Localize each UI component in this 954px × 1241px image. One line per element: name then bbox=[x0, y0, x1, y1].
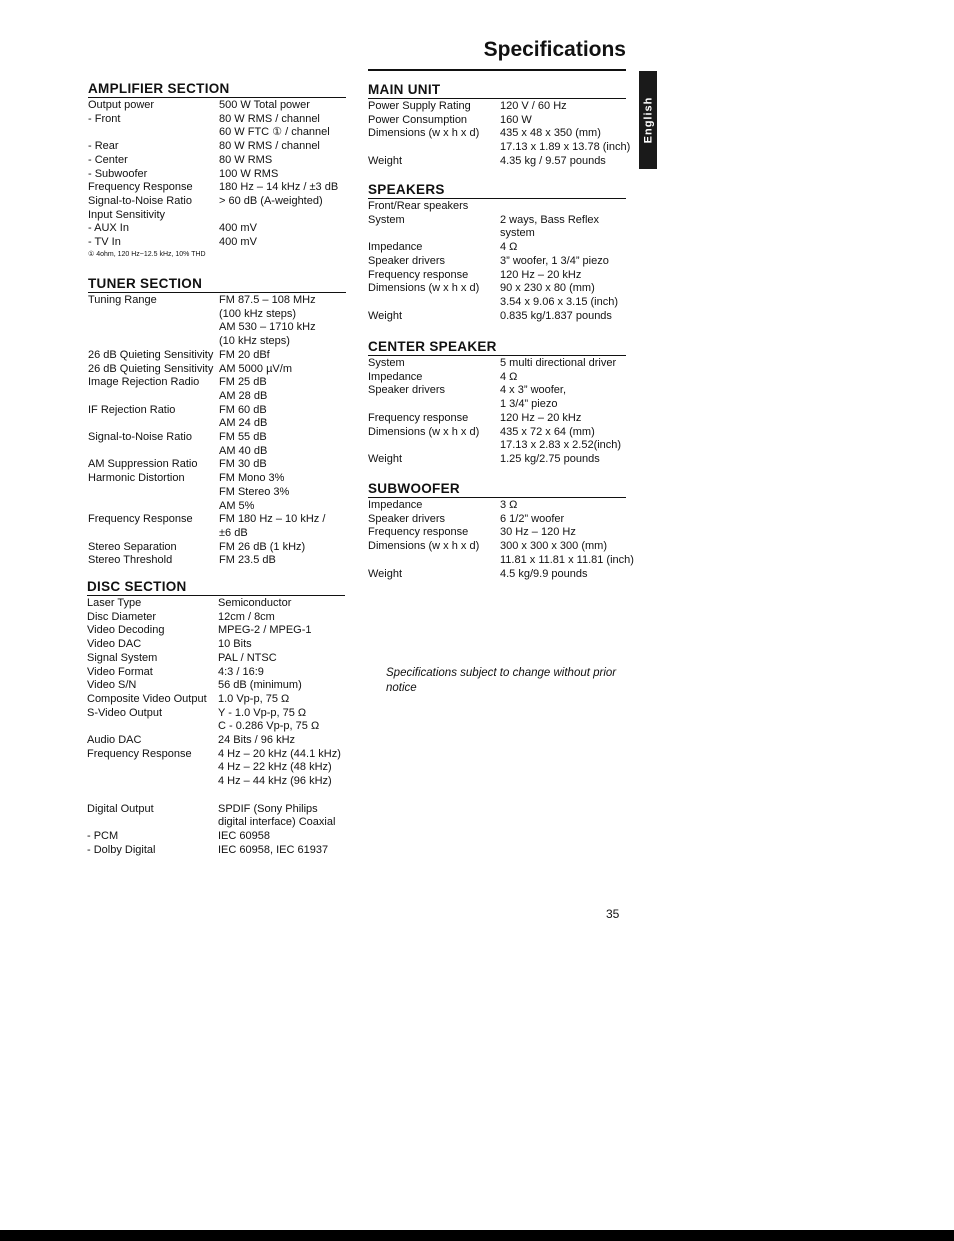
spec-row bbox=[368, 114, 626, 128]
spec-value-line: FM 180 Hz – 10 kHz / bbox=[219, 513, 326, 526]
spec-value bbox=[218, 652, 277, 666]
spec-value bbox=[500, 357, 616, 371]
spec-row bbox=[88, 458, 346, 472]
spec-value bbox=[218, 597, 291, 611]
spec-value bbox=[219, 154, 272, 168]
spec-label: Frequency Response bbox=[88, 513, 193, 526]
spec-label: - Subwoofer bbox=[88, 167, 148, 180]
spec-value bbox=[219, 363, 292, 377]
speakers-section-heading: SPEAKERS bbox=[368, 182, 626, 199]
spec-value bbox=[219, 209, 222, 223]
spec-row bbox=[368, 200, 626, 214]
language-tab bbox=[639, 71, 657, 169]
spec-value bbox=[218, 803, 335, 830]
spec-value-line: 100 W RMS bbox=[219, 167, 279, 180]
spec-label: Disc Diameter bbox=[87, 610, 157, 623]
spec-label: Signal-to-Noise Ratio bbox=[88, 194, 192, 207]
spec-value-line: C - 0.286 Vp-p, 75 Ω bbox=[218, 720, 320, 733]
title-rule bbox=[368, 69, 626, 71]
spec-row bbox=[368, 127, 631, 154]
spec-value-line: AM 530 – 1710 kHz bbox=[219, 321, 316, 334]
spec-label: Signal-to-Noise Ratio bbox=[88, 431, 192, 444]
spec-value-line: > 60 dB (A-weighted) bbox=[219, 194, 323, 207]
spec-row bbox=[368, 357, 626, 371]
spec-value bbox=[219, 554, 276, 568]
spec-label: Video DAC bbox=[87, 638, 142, 651]
spec-value-line: 4:3 / 16:9 bbox=[218, 665, 264, 678]
disc-section-rows bbox=[87, 597, 345, 857]
spec-row bbox=[368, 100, 626, 114]
spec-label: - PCM bbox=[87, 829, 119, 842]
spec-value-line: FM 60 dB bbox=[219, 403, 267, 416]
spec-value-line: Y - 1.0 Vp-p, 75 Ω bbox=[218, 706, 307, 719]
language-tab-label: English bbox=[642, 96, 655, 144]
spec-value-line: MPEG-2 / MPEG-1 bbox=[218, 624, 312, 637]
spec-value-line: 4 Ω bbox=[500, 241, 518, 254]
spec-label: 26 dB Quieting Sensitivity bbox=[88, 362, 214, 375]
spec-label: Speaker drivers bbox=[368, 254, 446, 267]
spec-value bbox=[500, 310, 612, 324]
spec-value-line: 80 W RMS / channel bbox=[219, 140, 320, 153]
spec-value-line: FM 26 dB (1 kHz) bbox=[219, 540, 306, 553]
spec-value bbox=[500, 241, 517, 255]
spec-value bbox=[219, 472, 289, 513]
spec-label: Weight bbox=[368, 452, 403, 465]
spec-value-line: 4 Hz – 44 kHz (96 kHz) bbox=[218, 775, 332, 788]
amplifier-footnote: ① 4ohm, 120 Hz~12.5 kHz, 10% THD bbox=[88, 250, 206, 258]
spec-row bbox=[87, 652, 345, 666]
spec-row bbox=[88, 541, 346, 555]
spec-row bbox=[368, 540, 634, 567]
spec-label: Dimensions (w x h x d) bbox=[368, 425, 480, 438]
spec-row bbox=[87, 830, 345, 844]
center-speaker-section-heading: CENTER SPEAKER bbox=[368, 339, 626, 356]
subwoofer-section-heading: SUBWOOFER bbox=[368, 481, 626, 498]
spec-row bbox=[88, 472, 346, 513]
spec-value bbox=[219, 458, 267, 472]
spec-label: Tuning Range bbox=[88, 294, 157, 306]
disc-section-heading: DISC SECTION bbox=[87, 579, 345, 596]
spec-value-line: 2 ways, Bass Reflex bbox=[500, 213, 600, 226]
spec-row bbox=[88, 513, 346, 540]
spec-value bbox=[218, 830, 270, 844]
spec-value-line: 4 Hz – 22 kHz (48 kHz) bbox=[218, 761, 332, 774]
spec-value bbox=[219, 431, 267, 458]
spec-value bbox=[500, 384, 566, 411]
spec-row bbox=[87, 707, 345, 734]
speakers-section-rows bbox=[368, 200, 626, 323]
spec-value bbox=[500, 282, 618, 309]
spec-row bbox=[368, 269, 626, 283]
spec-label: Video Decoding bbox=[87, 624, 165, 637]
spec-row bbox=[368, 384, 626, 411]
center-speaker-section bbox=[368, 339, 626, 467]
spec-row bbox=[368, 241, 626, 255]
specifications-notice: Specifications subject to change without prior notice bbox=[386, 667, 617, 694]
spec-value bbox=[218, 844, 328, 858]
spec-value bbox=[218, 748, 341, 803]
spec-value-line: FM 20 dBf bbox=[219, 348, 270, 361]
spec-value bbox=[218, 734, 295, 748]
spec-row bbox=[88, 376, 346, 403]
spec-value-line: FM Stereo 3% bbox=[219, 485, 290, 498]
spec-row bbox=[88, 554, 346, 568]
spec-value-line: digital interface) Coaxial bbox=[218, 816, 336, 829]
spec-value-line: 500 W Total power bbox=[219, 99, 310, 111]
spec-label: - Dolby Digital bbox=[87, 843, 156, 856]
spec-row bbox=[368, 426, 626, 453]
spec-value bbox=[219, 222, 257, 236]
spec-value-line: 11.81 x 11.81 x 11.81 (inch) bbox=[500, 553, 634, 566]
spec-value-line: 4.5 kg/9.9 pounds bbox=[500, 567, 588, 580]
spec-label: Laser Type bbox=[87, 597, 142, 609]
spec-row bbox=[88, 99, 346, 113]
spec-label: 26 dB Quieting Sensitivity bbox=[88, 348, 214, 361]
spec-label: Video Format bbox=[87, 665, 153, 678]
spec-value-line bbox=[500, 200, 503, 214]
subwoofer-section-rows bbox=[368, 499, 634, 581]
spec-value-line: FM 55 dB bbox=[219, 431, 267, 444]
spec-label: Frequency response bbox=[368, 526, 469, 539]
spec-label: Impedance bbox=[368, 370, 423, 383]
spec-label: - TV In bbox=[88, 236, 121, 249]
spec-row bbox=[88, 154, 346, 168]
spec-row bbox=[368, 155, 626, 169]
spec-value-line: FM 25 dB bbox=[219, 376, 267, 389]
spec-value-line: AM 28 dB bbox=[219, 389, 268, 402]
spec-row bbox=[87, 844, 345, 858]
spec-value bbox=[218, 611, 275, 625]
spec-value-line: 56 dB (minimum) bbox=[218, 679, 302, 692]
spec-label: IF Rejection Ratio bbox=[88, 403, 176, 416]
main-unit-section-heading: MAIN UNIT bbox=[368, 82, 626, 99]
spec-value-line: 4 Hz – 20 kHz (44.1 kHz) bbox=[218, 747, 341, 760]
spec-row bbox=[88, 294, 346, 349]
spec-value bbox=[500, 269, 581, 283]
spec-label: Stereo Separation bbox=[88, 540, 177, 553]
spec-value-line: FM Mono 3% bbox=[219, 472, 285, 485]
spec-row bbox=[368, 214, 626, 241]
spec-value bbox=[219, 294, 316, 349]
spec-value-line: 12cm / 8cm bbox=[218, 610, 275, 623]
spec-value bbox=[219, 541, 305, 555]
spec-value bbox=[500, 526, 576, 540]
center-speaker-section-rows bbox=[368, 357, 626, 467]
spec-value bbox=[219, 168, 278, 182]
spec-value bbox=[500, 513, 564, 527]
spec-value-line: 5 multi directional driver bbox=[500, 357, 617, 369]
spec-row bbox=[88, 168, 346, 182]
spec-value bbox=[500, 255, 609, 269]
spec-row bbox=[88, 349, 346, 363]
spec-value-line: 80 W RMS bbox=[219, 153, 273, 166]
spec-value-line: ±6 dB bbox=[219, 526, 248, 539]
spec-value bbox=[500, 100, 567, 114]
spec-value bbox=[219, 236, 257, 250]
amplifier-section-rows bbox=[88, 99, 346, 250]
spec-value-line: 435 x 48 x 350 (mm) bbox=[500, 127, 601, 140]
spec-label: Composite Video Output bbox=[87, 692, 207, 705]
spec-row bbox=[368, 499, 626, 513]
spec-row bbox=[88, 222, 346, 236]
spec-label: Impedance bbox=[368, 241, 423, 254]
spec-value bbox=[500, 214, 599, 241]
spec-row bbox=[87, 597, 345, 611]
spec-value-line: 1 3/4” piezo bbox=[500, 398, 558, 411]
spec-value bbox=[500, 200, 503, 214]
amplifier-section-heading: AMPLIFIER SECTION bbox=[88, 81, 346, 98]
spec-label: Front/Rear speakers bbox=[368, 200, 469, 212]
spec-label: Dimensions (w x h x d) bbox=[368, 282, 480, 295]
spec-value bbox=[218, 693, 289, 707]
spec-value bbox=[218, 707, 319, 734]
spec-value-line: AM 5000 µV/m bbox=[219, 362, 292, 375]
spec-value-line: 400 mV bbox=[219, 222, 257, 235]
spec-row bbox=[87, 611, 345, 625]
spec-value bbox=[218, 624, 312, 638]
spec-value bbox=[219, 404, 267, 431]
spec-value-line: 24 Bits / 96 kHz bbox=[218, 734, 296, 747]
tuner-section-rows bbox=[88, 294, 346, 568]
spec-value bbox=[500, 453, 600, 467]
spec-row bbox=[87, 679, 345, 693]
spec-row bbox=[87, 748, 345, 803]
tuner-section-heading: TUNER SECTION bbox=[88, 276, 346, 293]
spec-value bbox=[500, 412, 581, 426]
spec-label: Stereo Threshold bbox=[88, 554, 173, 567]
spec-label: Input Sensitivity bbox=[88, 208, 166, 221]
spec-label: System bbox=[368, 213, 405, 226]
page-number: 35 bbox=[606, 907, 620, 921]
spec-row bbox=[88, 363, 346, 377]
spec-value-line: (10 kHz steps) bbox=[219, 335, 290, 348]
spec-label: AM Suppression Ratio bbox=[88, 458, 198, 471]
spec-row bbox=[368, 282, 626, 309]
spec-value-line: 6 1/2” woofer bbox=[500, 512, 565, 525]
spec-label: Dimensions (w x h x d) bbox=[368, 540, 480, 553]
spec-value-line: 90 x 230 x 80 (mm) bbox=[500, 282, 595, 295]
spec-label: - Rear bbox=[88, 140, 119, 153]
spec-label: - Front bbox=[88, 112, 121, 125]
spec-row bbox=[368, 526, 626, 540]
spec-row bbox=[88, 140, 346, 154]
spec-value-line: SPDIF (Sony Philips bbox=[218, 802, 318, 815]
spec-value bbox=[500, 371, 517, 385]
spec-label: Harmonic Distortion bbox=[88, 472, 185, 485]
spec-label: - Center bbox=[88, 153, 128, 166]
spec-value-line: 0.835 kg/1.837 pounds bbox=[500, 309, 612, 322]
spec-value-line: 120 Hz – 20 kHz bbox=[500, 411, 582, 424]
spec-label: Audio DAC bbox=[87, 734, 142, 747]
spec-row bbox=[368, 255, 626, 269]
spec-value-line: 4 x 3” woofer, bbox=[500, 384, 567, 397]
spec-value-line: IEC 60958, IEC 61937 bbox=[218, 843, 329, 856]
spec-row bbox=[87, 666, 345, 680]
spec-row bbox=[368, 453, 626, 467]
spec-row bbox=[368, 412, 626, 426]
spec-value-line: 3” woofer, 1 3/4” piezo bbox=[500, 254, 609, 267]
spec-value bbox=[500, 114, 532, 128]
spec-row bbox=[88, 195, 346, 209]
amplifier-section bbox=[88, 81, 346, 260]
spec-value bbox=[219, 181, 338, 195]
spec-value bbox=[500, 127, 630, 154]
spec-label: Signal System bbox=[87, 651, 158, 664]
page-title: Specifications bbox=[483, 38, 626, 61]
spec-row bbox=[368, 371, 626, 385]
tuner-section bbox=[88, 276, 346, 568]
main-unit-section-rows bbox=[368, 100, 631, 169]
spec-value-line: 4 Ω bbox=[500, 370, 518, 383]
spec-row bbox=[87, 803, 345, 830]
spec-value-line: 4.35 kg / 9.57 pounds bbox=[500, 154, 606, 167]
spec-value-line: 3.54 x 9.06 x 3.15 (inch) bbox=[500, 295, 619, 308]
spec-row bbox=[88, 236, 346, 250]
spec-value-line: 17.13 x 1.89 x 13.78 (inch) bbox=[500, 141, 631, 154]
spec-row bbox=[87, 693, 345, 707]
spec-label: System bbox=[368, 357, 405, 369]
spec-value-line: 1.25 kg/2.75 pounds bbox=[500, 452, 600, 465]
spec-label: Weight bbox=[368, 154, 403, 167]
spec-value-line: 300 x 300 x 300 (mm) bbox=[500, 540, 607, 553]
spec-value-line: FM 30 dB bbox=[219, 458, 267, 471]
spec-value-line: AM 24 dB bbox=[219, 417, 268, 430]
spec-label: Power Supply Rating bbox=[368, 100, 471, 112]
spec-label: S-Video Output bbox=[87, 706, 163, 719]
spec-label: Speaker drivers bbox=[368, 512, 446, 525]
disc-section bbox=[87, 579, 345, 857]
spec-label: Image Rejection Radio bbox=[88, 376, 200, 389]
spec-value-line: 80 W RMS / channel bbox=[219, 112, 320, 125]
spec-row bbox=[87, 624, 345, 638]
spec-label: Frequency Response bbox=[87, 747, 192, 760]
spec-value-line: AM 40 dB bbox=[219, 444, 268, 457]
spec-value bbox=[219, 376, 267, 403]
spec-value-line: 435 x 72 x 64 (mm) bbox=[500, 425, 595, 438]
spec-value bbox=[218, 666, 264, 680]
spec-value-line: system bbox=[500, 227, 535, 240]
spec-label: Video S/N bbox=[87, 679, 137, 692]
spec-label: Output power bbox=[88, 99, 155, 111]
speakers-section bbox=[368, 182, 626, 323]
spec-value-line: 30 Hz – 120 Hz bbox=[500, 526, 576, 539]
spec-value bbox=[500, 568, 587, 582]
spec-value-line: Semiconductor bbox=[218, 597, 292, 609]
spec-value-line: 10 Bits bbox=[218, 638, 252, 651]
spec-value-line: 160 W bbox=[500, 113, 532, 126]
spec-row bbox=[368, 310, 626, 324]
spec-value-line bbox=[219, 209, 222, 223]
spec-label: Speaker drivers bbox=[368, 384, 446, 397]
spec-value bbox=[219, 99, 310, 113]
spec-label: Frequency response bbox=[368, 411, 469, 424]
spec-value-line: 120 Hz – 20 kHz bbox=[500, 268, 582, 281]
spec-row bbox=[87, 638, 345, 652]
spec-value bbox=[219, 113, 330, 140]
spec-row bbox=[88, 181, 346, 195]
spec-value-line: 120 V / 60 Hz bbox=[500, 100, 567, 112]
spec-row bbox=[88, 431, 346, 458]
bottom-bar bbox=[0, 1230, 954, 1241]
spec-row bbox=[368, 513, 626, 527]
spec-value-line: FM 87.5 – 108 MHz bbox=[219, 294, 316, 306]
spec-value bbox=[219, 349, 270, 363]
spec-label: Impedance bbox=[368, 499, 423, 511]
spec-value-line: 60 W FTC ① / channel bbox=[219, 126, 330, 139]
spec-row bbox=[88, 404, 346, 431]
spec-label: Frequency Response bbox=[88, 181, 193, 194]
spec-row bbox=[88, 113, 346, 140]
spec-label: - AUX In bbox=[88, 222, 129, 235]
spec-value bbox=[219, 140, 320, 154]
spec-value bbox=[219, 195, 323, 209]
spec-label: Weight bbox=[368, 567, 403, 580]
spec-value-line: PAL / NTSC bbox=[218, 651, 277, 664]
spec-value-line bbox=[218, 789, 341, 803]
spec-value-line: 17.13 x 2.83 x 2.52(inch) bbox=[500, 439, 622, 452]
spec-label: Frequency response bbox=[368, 268, 469, 281]
spec-value-line: IEC 60958 bbox=[218, 829, 270, 842]
spec-value-line: 400 mV bbox=[219, 236, 257, 249]
spec-value bbox=[500, 499, 517, 513]
spec-row bbox=[88, 209, 346, 223]
spec-value bbox=[218, 638, 252, 652]
spec-label: Weight bbox=[368, 309, 403, 322]
spec-value-line: (100 kHz steps) bbox=[219, 307, 297, 320]
main-unit-section bbox=[368, 82, 631, 169]
spec-value bbox=[500, 540, 634, 567]
subwoofer-section bbox=[368, 481, 634, 581]
spec-value bbox=[500, 155, 606, 169]
spec-label: Power Consumption bbox=[368, 113, 468, 126]
spec-value-line: FM 23.5 dB bbox=[219, 554, 276, 567]
spec-value-line: 3 Ω bbox=[500, 499, 518, 511]
spec-row bbox=[87, 734, 345, 748]
spec-value bbox=[500, 426, 621, 453]
spec-value bbox=[219, 513, 325, 540]
spec-value-line: AM 5% bbox=[219, 499, 255, 512]
spec-value bbox=[218, 679, 302, 693]
spec-label: Dimensions (w x h x d) bbox=[368, 127, 480, 140]
spec-row bbox=[368, 568, 626, 582]
spec-label: Digital Output bbox=[87, 802, 154, 815]
spec-value-line: 1.0 Vp-p, 75 Ω bbox=[218, 692, 290, 705]
spec-value-line: 180 Hz – 14 kHz / ±3 dB bbox=[219, 181, 339, 194]
